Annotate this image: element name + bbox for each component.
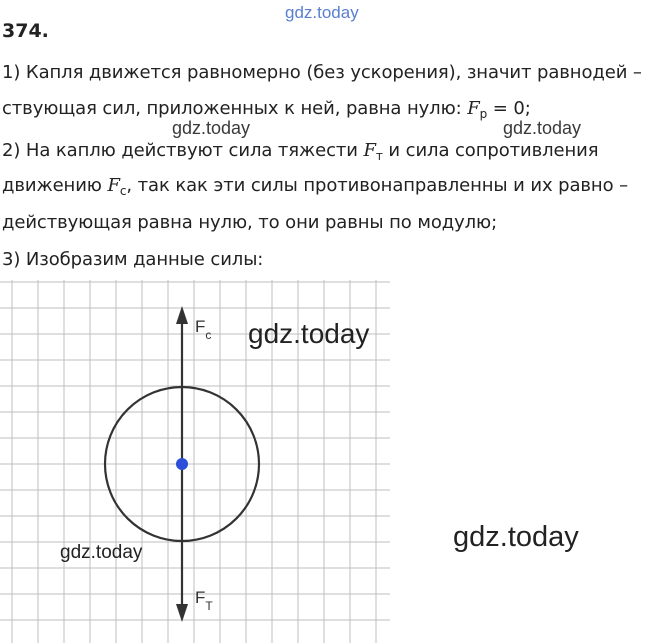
resistance-symbol: F	[107, 175, 120, 196]
solution-line-4	[2, 175, 628, 198]
formula-equals: = 0;	[487, 98, 531, 119]
problem-number: 374.	[2, 20, 49, 42]
watermark-figure-right: gdz.today	[453, 521, 579, 553]
resistance-subscript: c	[119, 184, 127, 198]
arrow-up-icon	[176, 306, 188, 324]
watermark-mid-left: gdz.today	[172, 118, 251, 138]
solution-line-3-part-a: 2) На каплю действуют сила тяжести	[2, 140, 358, 161]
solution-line-4-part-b: , так как эти силы противонаправленны и их равно –	[126, 175, 629, 196]
formula-subscript: р	[479, 107, 488, 121]
formula-symbol-f: F	[467, 98, 480, 119]
label-fc: $F_c$	[195, 317, 212, 342]
solution-line-5: действующая равна нулю, то они равны по модулю;	[2, 212, 498, 233]
solution-line-2	[2, 98, 531, 121]
solution-line-6: 3) Изобразим данные силы:	[2, 249, 264, 270]
watermark-mid-right: gdz.today	[503, 118, 582, 138]
gravity-symbol: F	[363, 140, 376, 161]
watermark-top: gdz.today	[285, 3, 359, 22]
label-ft: $F_T$	[195, 588, 213, 613]
watermark-figure-top: gdz.today	[248, 318, 370, 349]
solution-line-4-part-a: движению	[2, 175, 102, 196]
watermark-figure-bottom: gdz.today	[60, 542, 143, 563]
solution-line-3	[2, 140, 598, 163]
arrow-down-icon	[176, 604, 188, 622]
gravity-subscript: т	[375, 149, 383, 163]
solution-line-2-text: ствующая сил, приложенных к ней, равна нулю:	[2, 98, 462, 119]
solution-line-1: 1) Капля движется равномерно (без ускорения), значит равнодей –	[2, 62, 642, 83]
center-dot	[176, 458, 188, 470]
solution-line-3-part-b: и сила сопротивления	[388, 140, 599, 161]
